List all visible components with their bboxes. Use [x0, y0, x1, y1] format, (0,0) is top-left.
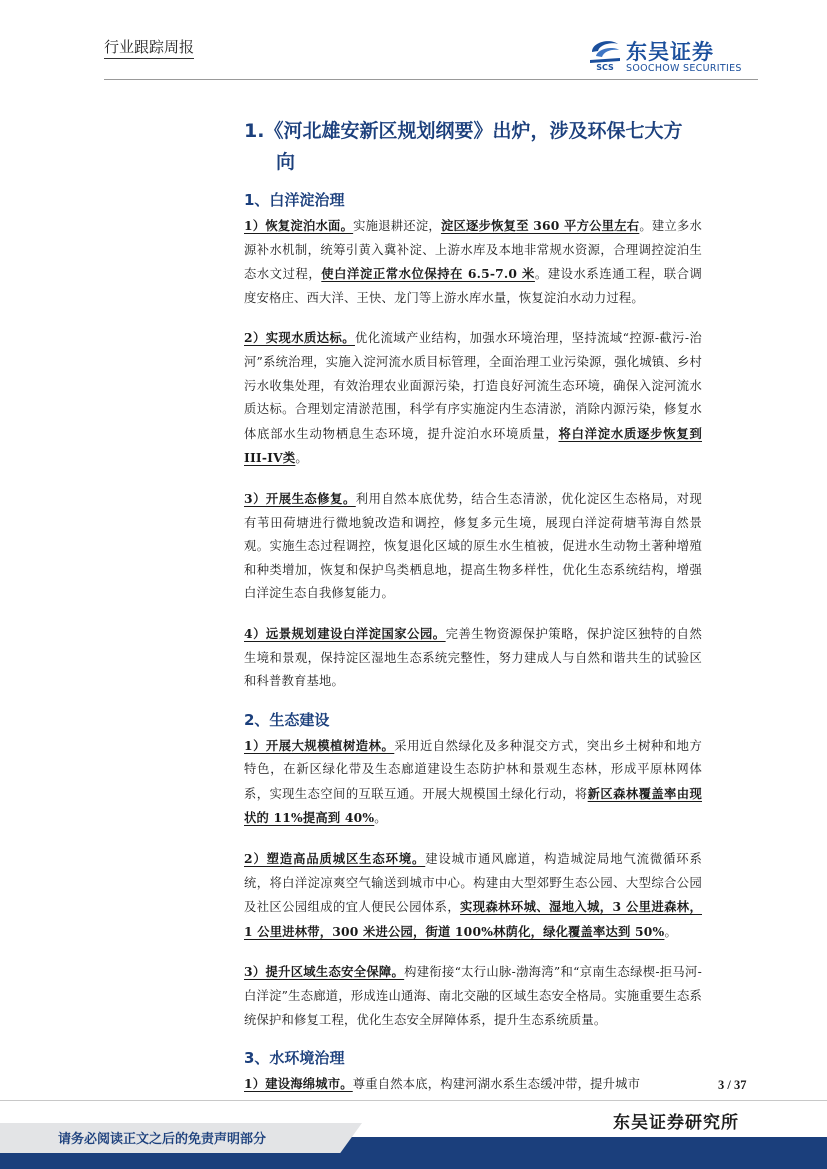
report-type-label: 行业跟踪周报 — [104, 36, 194, 59]
emphasis-text: 1）建设海绵城市。 — [244, 1076, 353, 1092]
body-paragraph — [244, 1072, 702, 1097]
subsection-heading: 1、白洋淀治理 — [244, 191, 345, 209]
emphasis-text: 1）恢复淀泊水面。 — [244, 218, 354, 233]
body-text: 采用近自然绿化及多种混交方式，突出乡土树种和地方特色，在新区绿化带及生态廊道建设生态防护林和景观生态林，形成平原林网体系，实现生态空间的互联互通。开展大规模国土绿化行动，将 — [244, 738, 702, 801]
emphasis-text: 2）实现水质达标。 — [244, 330, 355, 346]
section-title — [244, 116, 714, 178]
emphasis-text: 将白洋淀水质逐步恢复到III-IV类 — [244, 425, 702, 466]
emphasis-text: 3）开展生态修复。 — [244, 490, 356, 506]
body-text: 完善生物资源保护策略，保护淀区独特的自然生境和景观，保持淀区湿地生态系统完整性，努力建成人与自然和谐共生的试验区和科普教育基地。 — [244, 626, 702, 689]
body-paragraph — [244, 214, 702, 310]
emphasis-text: 使白洋淀正常水位保持在 6.5-7.0 米 — [321, 266, 535, 282]
body-paragraph — [244, 960, 702, 1032]
body-text: 。 — [664, 924, 677, 939]
emphasis-text: 4）远景规划建设白洋淀国家公园。 — [244, 625, 446, 641]
body-text: 。建设水系连通工程，联合调度安格庄、西大洋、王快、龙门等上游水库水量，恢复淀泊水动力过程。 — [244, 267, 702, 305]
header-divider — [104, 79, 758, 80]
emphasis-text: 3）提升区域生态安全保障。 — [244, 964, 405, 980]
subsection-heading: 2、生态建设 — [244, 710, 330, 729]
body-paragraph — [244, 326, 702, 471]
body-text: 建设城市通风廊道，构造城淀局地气流微循环系统，将白洋淀凉爽空气输送到城市中心。构建由大型郊野生态公园、大型综合公园及社区公园组成的宜人便民公园体系， — [244, 852, 703, 915]
footer-divider — [0, 1100, 827, 1101]
body-paragraph — [244, 847, 702, 944]
subsection-heading: 3、水环境治理 — [244, 1049, 345, 1068]
body-text: 。 — [374, 811, 387, 826]
soochow-logo-icon — [588, 36, 622, 72]
emphasis-text: 淀区逐步恢复至 360 平方公里左右 — [440, 218, 640, 233]
footer-disclaimer: 请务必阅读正文之后的免责声明部分 — [58, 1132, 267, 1147]
logo-english-name: SOOCHOW SECURITIES — [626, 63, 742, 74]
body-text: 实施退耕还淀， — [353, 219, 441, 233]
emphasis-text: 新区森林覆盖率由现状的 11%提高到 40% — [244, 785, 702, 826]
emphasis-text: 实现森林环城、湿地入城，3 公里进森林，1 公里进林带，300 米进公园，街道 100%林荫化，绿化覆盖率达到 50% — [244, 899, 702, 939]
page-number: 3 / 37 — [718, 1078, 747, 1092]
logo-mark-text: SCS — [596, 63, 614, 72]
body-text: 。 — [295, 451, 308, 466]
body-text: 。建立多水源补水机制，统筹引黄入冀补淀、上游水库及本地非常规水资源，合理调控淀泊生态水文过程， — [244, 219, 702, 282]
body-text: 优化流域产业结构，加强水环境治理，坚持流域“控源-截污-治河”系统治理，实施入淀河流水质目标管理，全面治理工业污染源，强化城镇、乡村污水收集处理，有效治理农业面源污染，打造良好河流生态环境，确保入淀河流水质达标。合理划定清淤范围，科学有序实施淀内生态清淤，消除内源污染，修复水体底部水生动物栖息生态环境，提升淀泊水环境质量， — [244, 331, 703, 441]
section-title-line-2: 向 — [276, 151, 296, 173]
report-body — [244, 190, 702, 1113]
emphasis-text: 2）塑造高品质城区生态环境。 — [244, 851, 426, 867]
body-paragraph — [244, 622, 702, 694]
body-text: 尊重自然本底，构建河湖水系生态缓冲带，提升城市 — [352, 1077, 641, 1092]
body-paragraph — [244, 487, 702, 606]
body-paragraph — [244, 734, 702, 831]
company-logo — [588, 36, 758, 76]
body-text: 构建衔接“太行山脉-渤海湾”和“京南生态绿楔-拒马河-白洋淀”生态廊道，形成连山通海、南北交融的区域生态安全格局。实施重要生态系统保护和修复工程，优化生态安全屏障体系，提升生态系统质量。 — [244, 965, 702, 1027]
logo-chinese-name: 东吴证券 — [626, 40, 714, 64]
footer-institute-name: 东吴证券研究所 — [613, 1113, 739, 1133]
emphasis-text: 1）开展大规模植树造林。 — [244, 737, 395, 753]
body-text: 利用自然本底优势，结合生态清淤，优化淀区生态格局，对现有苇田荷塘进行微地貌改造和调控，修复多元生境，展现白洋淀荷塘苇海自然景观。实施生态过程调控，恢复退化区域的原生水生植被，促进水生动物土著种增殖和种类增加，恢复和保护鸟类栖息地，提高生物多样性，优化生态系统结构，增强白洋淀生态自我修复能力。 — [244, 491, 702, 601]
section-title-line-1: 1.《河北雄安新区规划纲要》出炉，涉及环保七大方 — [244, 120, 683, 142]
